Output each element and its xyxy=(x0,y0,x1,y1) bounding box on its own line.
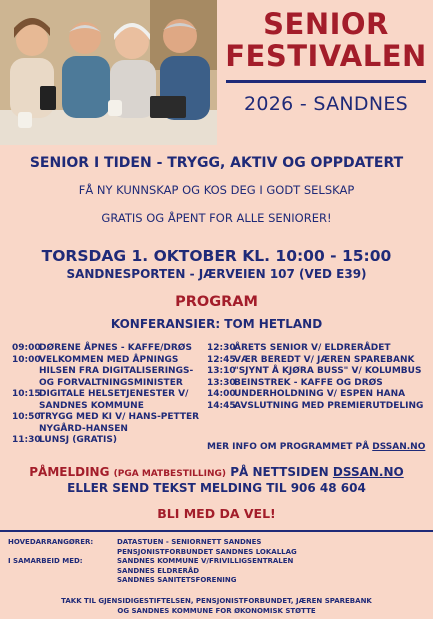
program-item xyxy=(207,366,429,378)
partners-label: I SAMARBEID MED: xyxy=(8,557,83,565)
program-desc: AVSLUTNING MED PREMIERUTDELING xyxy=(234,400,424,411)
program-item xyxy=(12,343,207,355)
program-time: 12:45 xyxy=(207,354,236,365)
program-time: 10:15 xyxy=(12,389,41,399)
program-desc: DIGITALE HELSETJENESTER V/ SANDNES KOMMUNE xyxy=(39,389,189,411)
title-divider xyxy=(226,80,426,83)
title-line-2: FESTIVALEN xyxy=(225,39,427,73)
program-desc: DØRENE ÅPNES - KAFFE/DRØS xyxy=(39,343,192,353)
partner-item: SANDNES SANITETSFORENING xyxy=(117,576,237,584)
signup-link[interactable]: DSSAN.NO xyxy=(332,465,404,479)
program-time: 14:00 xyxy=(207,389,236,399)
title-block xyxy=(222,8,430,115)
program-time: 13:30 xyxy=(207,377,236,388)
event-venue: SANDNESPORTEN - JÆRVEIEN 107 (VED E39) xyxy=(66,267,367,281)
title-line-1: SENIOR xyxy=(263,7,389,41)
program-item xyxy=(207,401,429,413)
signup-text: PÅ NETTSIDEN xyxy=(230,465,329,479)
program-item xyxy=(12,435,207,447)
thanks-note xyxy=(0,597,433,616)
program-host: KONFERANSIER: TOM HETLAND xyxy=(110,317,323,331)
seniors-illustration xyxy=(0,0,217,145)
signup-sms: ELLER SEND TEKST MELDING TIL 906 48 604 xyxy=(67,481,366,495)
program-desc: ÅRETS SENIOR V/ ELDRERÅDET xyxy=(234,343,391,353)
program-desc: VÆR BEREDT V/ JÆREN SPAREBANK xyxy=(234,354,415,365)
program-desc: UNDERHOLDNING V/ ESPEN HANA xyxy=(234,389,406,399)
signup-note: (PGA MATBESTILLING) xyxy=(113,469,227,479)
program-time: 09:00 xyxy=(12,343,41,353)
program-item xyxy=(207,343,429,355)
program-item xyxy=(207,389,429,401)
signup-line xyxy=(0,465,433,479)
program-desc: "SJYNT Å KJØRA BUSS" V/ KOLUMBUS xyxy=(234,366,422,376)
event-date: TORSDAG 1. OKTOBER KL. 10:00 - 15:00 xyxy=(41,247,392,265)
program-time: 13:10 xyxy=(207,366,236,376)
program-desc: VELKOMMEN MED ÅPNINGS HILSEN FRA DIGITALISERINGS- OG FORVALTNINGSMINISTER xyxy=(39,354,194,388)
program-item xyxy=(12,412,207,435)
thanks-line-1: TAKK TIL GJENSIDIGESTIFTELSEN, PENSJONISTFORBUNDET, JÆREN SPAREBANK xyxy=(61,597,372,605)
program-time: 10:00 xyxy=(12,354,41,365)
program-time: 12:30 xyxy=(207,343,236,353)
program-desc: BEINSTREK - KAFFE OG DRØS xyxy=(234,377,383,388)
program-item xyxy=(12,389,207,412)
intro-line-3: GRATIS OG ÅPENT FOR ALLE SENIORER! xyxy=(101,211,332,225)
intro-line-2: FÅ NY KUNNSKAP OG KOS DEG I GODT SELSKAP xyxy=(78,183,355,197)
footer-values xyxy=(117,538,297,586)
program-item xyxy=(207,378,429,390)
tagline: SENIOR I TIDEN - TRYGG, AKTIV OG OPPDATERT xyxy=(29,155,404,171)
thanks-line-2: OG SANDNES KOMMUNE FOR ØKONOMISK STØTTE xyxy=(117,606,316,615)
partner-item: SANDNES ELDRERÅD xyxy=(117,566,200,575)
more-info-link[interactable]: DSSAN.NO xyxy=(372,442,426,452)
program-time: 11:30 xyxy=(12,435,41,445)
program-right-column xyxy=(207,343,429,412)
partner-item: SANDNES KOMMUNE V/FRIVILLIGSENTRALEN xyxy=(117,557,294,565)
footer-labels xyxy=(8,538,93,567)
footer-divider xyxy=(0,530,433,532)
program-desc: LUNSJ (GRATIS) xyxy=(39,435,117,445)
call-to-action: BLI MED DA VEL! xyxy=(157,506,276,521)
program-title: PROGRAM xyxy=(175,294,258,310)
program-desc: TRYGG MED KI V/ HANS-PETTER NYGÅRD-HANSEN xyxy=(39,412,200,434)
more-info xyxy=(207,442,425,452)
signup-label: PÅMELDING xyxy=(29,465,110,479)
organizer-item: DATASTUEN - SENIORNETT SANDNES xyxy=(117,538,262,546)
program-item xyxy=(207,355,429,367)
more-info-text: MER INFO OM PROGRAMMET PÅ xyxy=(207,442,373,452)
organizer-item: PENSJONISTFORBUNDET SANDNES LOKALLAG xyxy=(117,547,297,556)
seniors-photo xyxy=(0,0,217,145)
program-time: 14:45 xyxy=(207,400,236,411)
year-city: 2026 - SANDNES xyxy=(243,93,409,115)
organizers-label: HOVEDARRANGØRER: xyxy=(8,538,94,546)
program-item xyxy=(12,355,207,390)
program-time: 10:50 xyxy=(12,412,41,422)
program-left-column xyxy=(12,343,207,447)
